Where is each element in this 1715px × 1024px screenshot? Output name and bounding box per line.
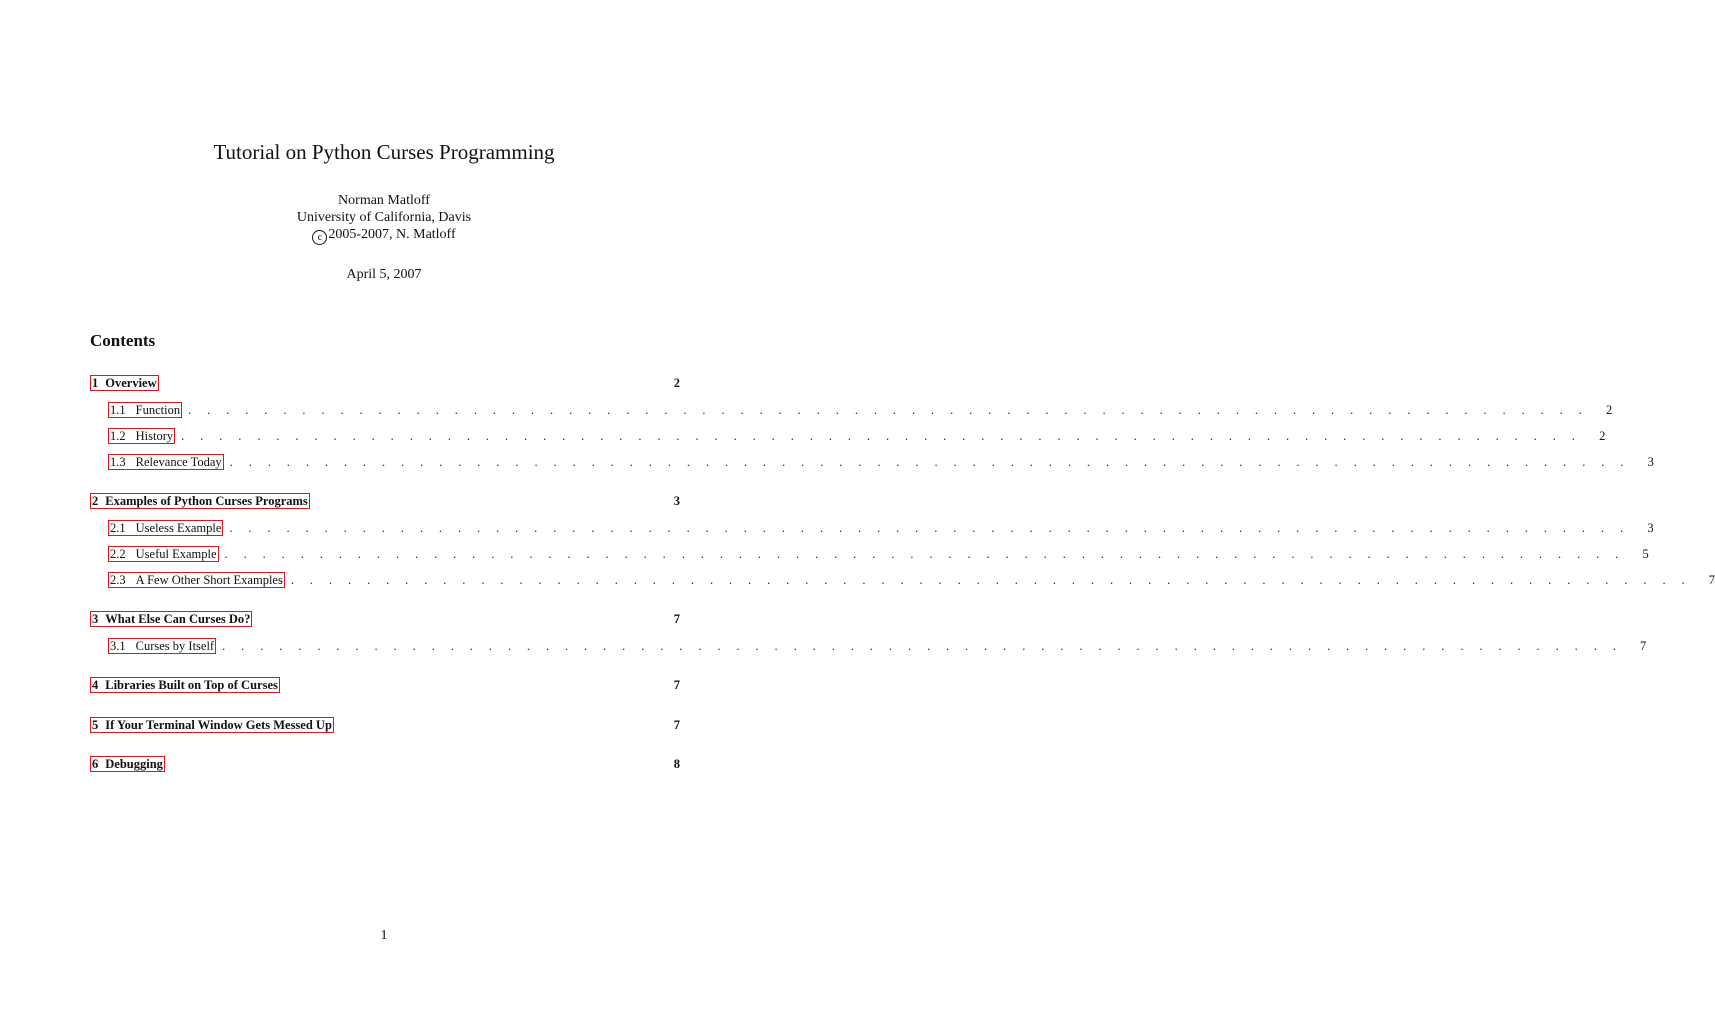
toc-page-number: 7 <box>673 611 680 626</box>
toc-page-number: 8 <box>673 756 680 771</box>
toc-title: What Else Can Curses Do? <box>105 612 251 626</box>
toc-page-number: 2 <box>1599 428 1606 443</box>
toc-entry-section-6 <box>90 755 680 773</box>
toc-page-number: 7 <box>673 677 680 692</box>
toc-title: Curses by Itself <box>135 639 215 653</box>
toc-link[interactable] <box>90 756 165 772</box>
toc-leader-dots: . . . . . . . . . . . . . . . . . . . . . . . . . . . . . . . . . . . . . . . . . . . . . . . . . . . . . . . . . . . . . . . . . . . . . . . . . . <box>188 402 1589 417</box>
toc-number: 5 <box>92 718 99 732</box>
toc-page-number: 7 <box>673 717 680 732</box>
toc-page-number: 5 <box>1642 546 1649 561</box>
toc-title: Useful Example <box>135 547 217 561</box>
toc-link[interactable] <box>90 493 310 509</box>
toc-link[interactable] <box>108 520 223 536</box>
toc-entry-subsection-2-2 <box>108 545 1649 563</box>
document-date: April 5, 2007 <box>346 267 422 282</box>
toc-title: Overview <box>105 376 157 390</box>
toc-entry-subsection-1-3 <box>108 453 1654 471</box>
toc-number: 3.1 <box>110 639 126 653</box>
page-number-footer: 1 <box>380 928 388 943</box>
toc-title: Libraries Built on Top of Curses <box>105 678 278 692</box>
toc-leader-dots: . . . . . . . . . . . . . . . . . . . . . . . . . . . . . . . . . . . . . . . . . . . . . . . . . . . . . . . . . . . . . . . . . . . . . . . . . . <box>224 546 1625 561</box>
toc-number: 3 <box>92 612 99 626</box>
toc-number: 1.1 <box>110 403 126 417</box>
toc-number: 1.3 <box>110 455 126 469</box>
toc-page-number: 3 <box>673 493 680 508</box>
toc-page-number: 2 <box>1606 402 1613 417</box>
toc-entry-subsection-1-1 <box>108 401 1613 419</box>
toc-number: 6 <box>92 757 99 771</box>
toc-number: 1 <box>92 376 99 390</box>
toc-title: Useless Example <box>135 521 222 535</box>
toc-link[interactable] <box>108 572 285 588</box>
toc-link[interactable] <box>108 428 175 444</box>
toc-title: Examples of Python Curses Programs <box>105 494 308 508</box>
contents-heading: Contents <box>90 331 156 350</box>
toc-title: If Your Terminal Window Gets Messed Up <box>105 718 332 732</box>
toc-link[interactable] <box>108 546 219 562</box>
toc-entry-section-1 <box>90 374 680 392</box>
toc-leader-dots: . . . . . . . . . . . . . . . . . . . . . . . . . . . . . . . . . . . . . . . . . . . . . . . . . . . . . . . . . . . . . . . . . . . . . . . . . . <box>222 638 1623 653</box>
toc-entry-section-2 <box>90 492 680 510</box>
toc-link[interactable] <box>108 402 182 418</box>
toc-link[interactable] <box>90 375 159 391</box>
toc-title: Relevance Today <box>135 455 222 469</box>
toc-leader-dots: . . . . . . . . . . . . . . . . . . . . . . . . . . . . . . . . . . . . . . . . . . . . . . . . . . . . . . . . . . . . . . . . . . . . . . . . . . <box>229 520 1630 535</box>
toc-number: 1.2 <box>110 429 126 443</box>
toc-leader-dots: . . . . . . . . . . . . . . . . . . . . . . . . . . . . . . . . . . . . . . . . . . . . . . . . . . . . . . . . . . . . . . . . . . . . . . . . . . <box>181 428 1582 443</box>
toc-entry-subsection-2-1 <box>108 519 1654 537</box>
toc-link[interactable] <box>90 677 280 693</box>
toc-link[interactable] <box>90 611 252 627</box>
copyright-icon: c <box>312 230 327 245</box>
copyright-text: 2005-2007, N. Matloff <box>328 227 456 242</box>
toc-entry-subsection-2-3 <box>108 571 1715 589</box>
toc-link[interactable] <box>108 454 224 470</box>
toc-number: 2.1 <box>110 521 126 535</box>
toc-entry-section-4 <box>90 676 680 694</box>
toc-title: Debugging <box>105 757 163 771</box>
copyright-line <box>0 226 768 245</box>
toc-number: 2.2 <box>110 547 126 561</box>
toc-title: Function <box>135 403 181 417</box>
author-name: Norman Matloff <box>338 193 430 208</box>
toc-page-number: 3 <box>1647 454 1654 469</box>
toc-number: 2 <box>92 494 99 508</box>
toc-link[interactable] <box>90 717 334 733</box>
toc-page-number: 7 <box>1708 572 1715 587</box>
toc-link[interactable] <box>108 638 216 654</box>
author-affiliation: University of California, Davis <box>296 210 472 225</box>
toc-title: A Few Other Short Examples <box>135 573 283 587</box>
toc-entry-subsection-3-1 <box>108 637 1647 655</box>
toc-leader-dots: . . . . . . . . . . . . . . . . . . . . . . . . . . . . . . . . . . . . . . . . . . . . . . . . . . . . . . . . . . . . . . . . . . . . . . . . . . <box>290 572 1692 587</box>
toc-entry-section-5 <box>90 716 680 734</box>
toc-page-number: 3 <box>1647 520 1654 535</box>
toc-number: 2.3 <box>110 573 126 587</box>
toc-number: 4 <box>92 678 99 692</box>
toc-entry-section-3 <box>90 610 680 628</box>
toc-leader-dots: . . . . . . . . . . . . . . . . . . . . . . . . . . . . . . . . . . . . . . . . . . . . . . . . . . . . . . . . . . . . . . . . . . . . . . . . . . <box>229 454 1630 469</box>
toc-title: History <box>135 429 174 443</box>
document-title: Tutorial on Python Curses Programming <box>213 140 555 164</box>
toc-page-number: 7 <box>1640 638 1647 653</box>
author-block <box>0 192 768 245</box>
toc-page-number: 2 <box>673 375 680 390</box>
toc-entry-subsection-1-2 <box>108 427 1606 445</box>
